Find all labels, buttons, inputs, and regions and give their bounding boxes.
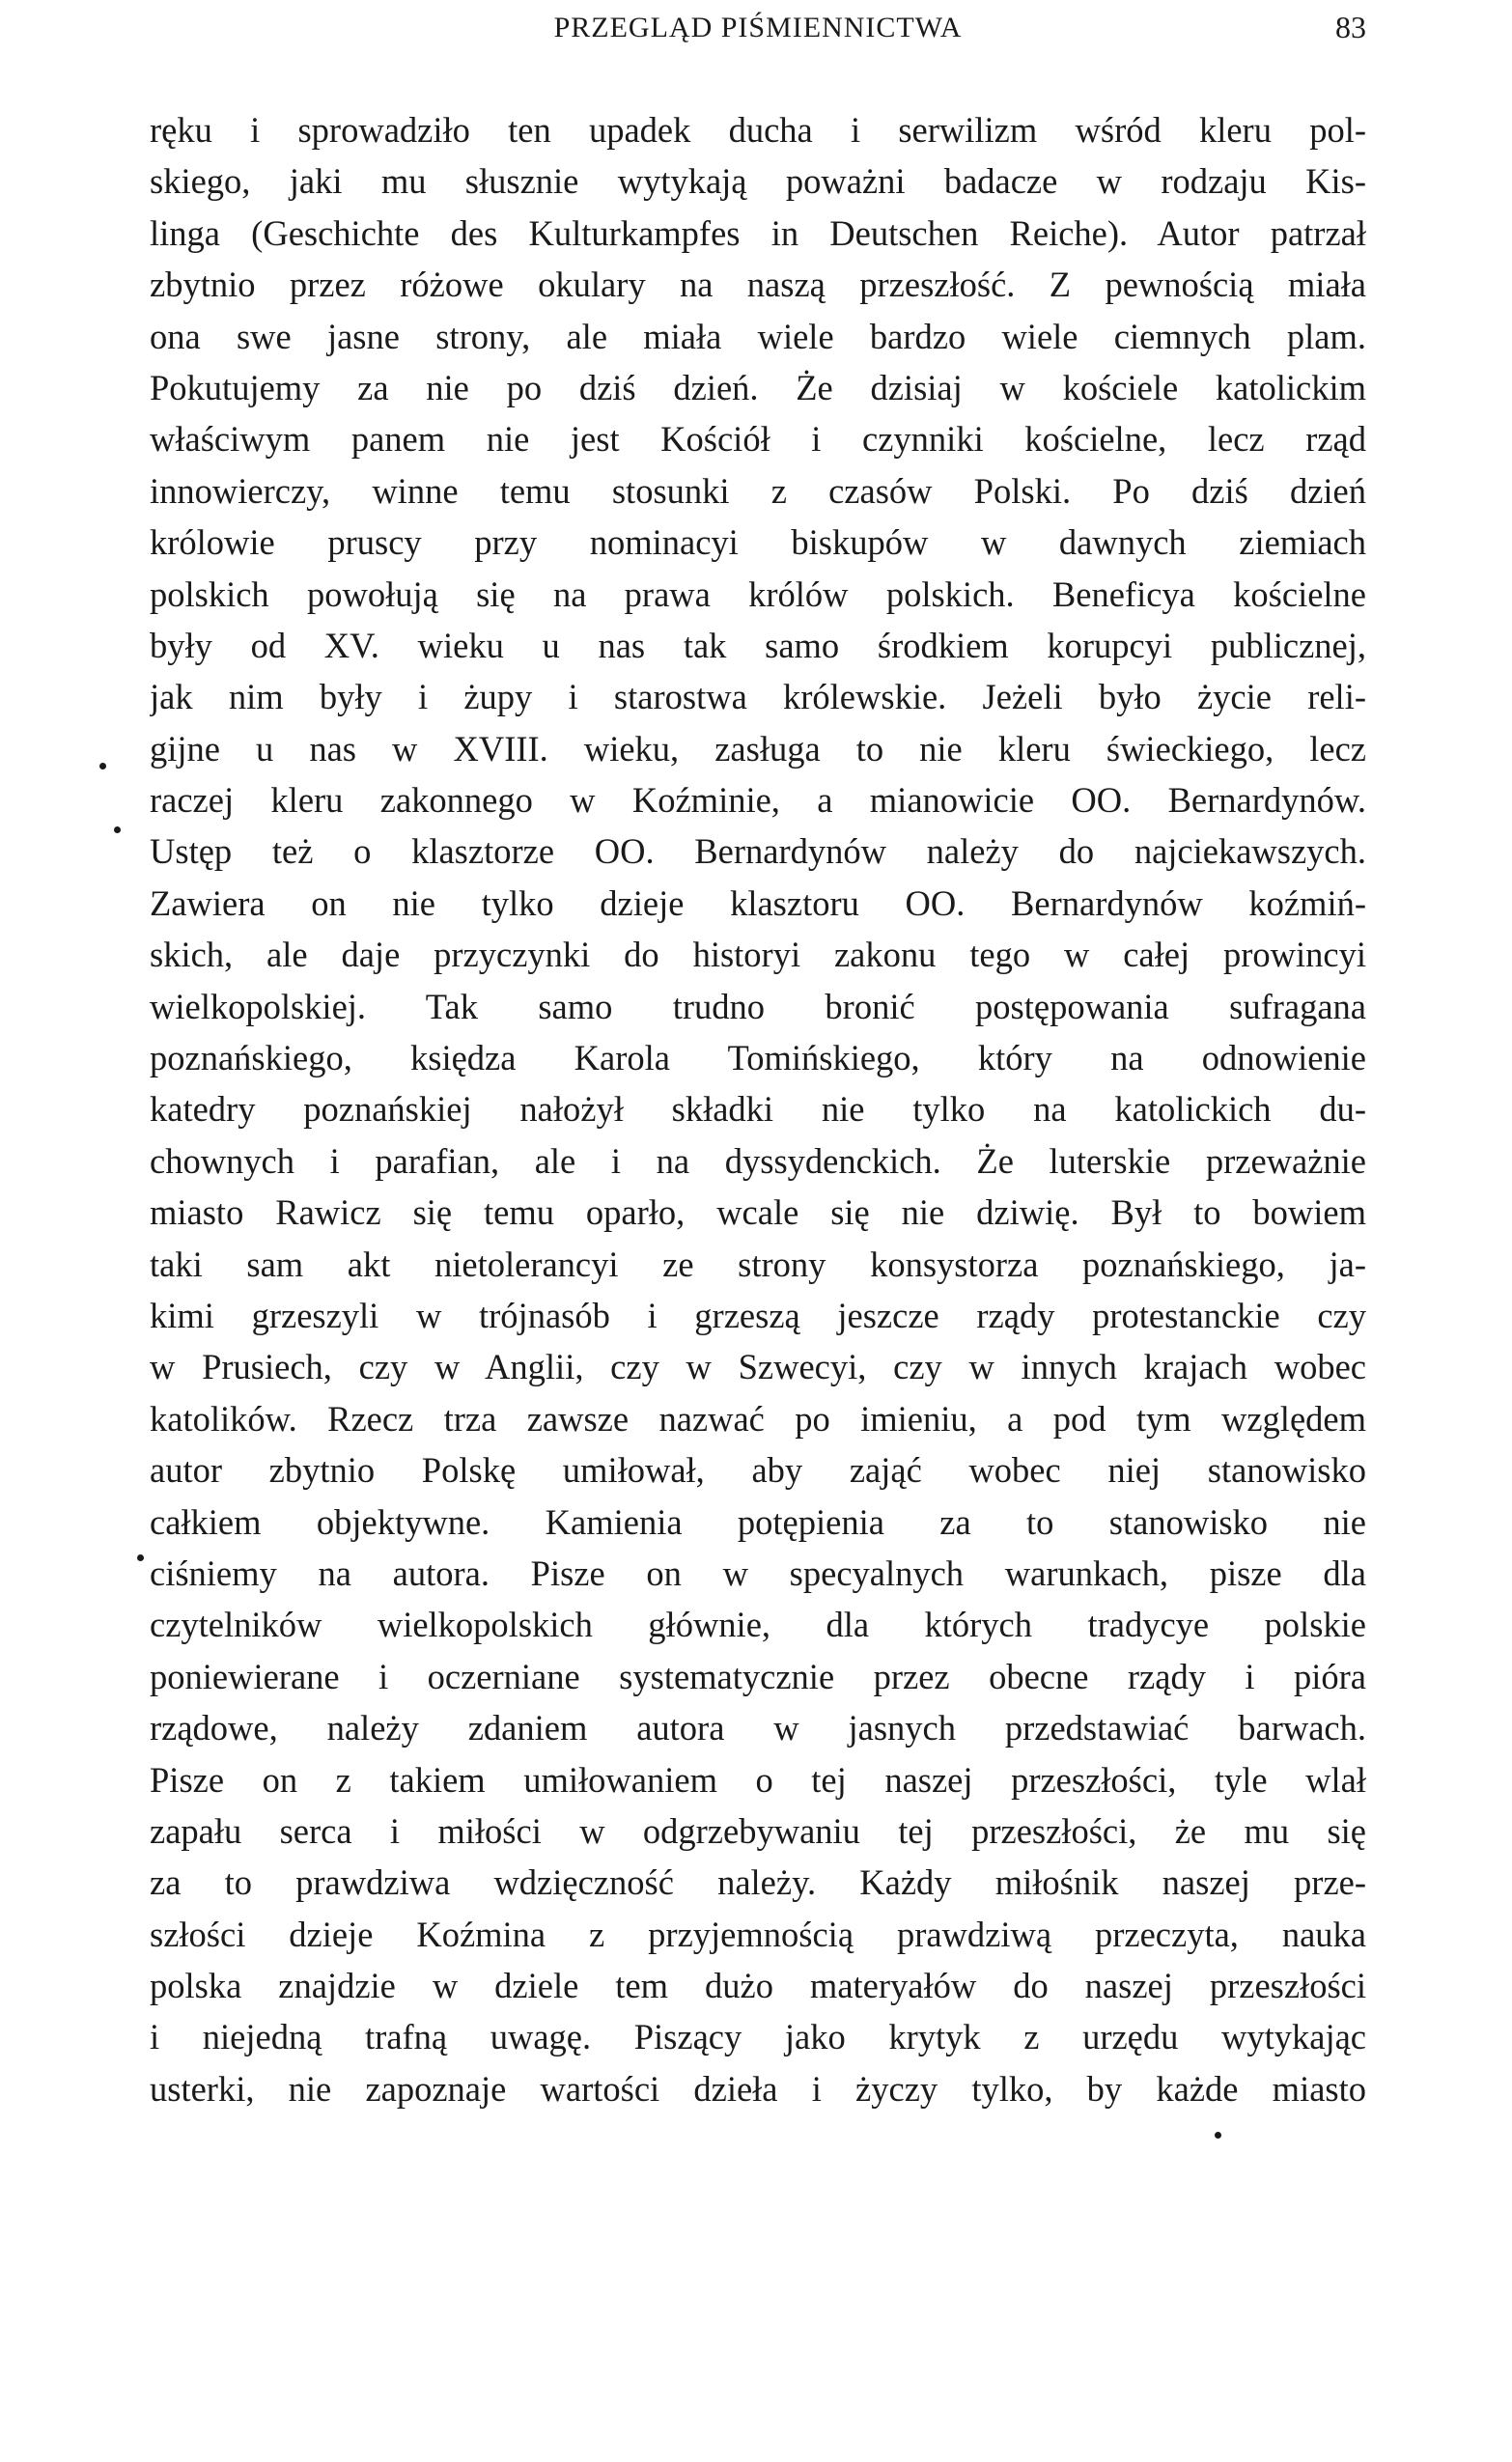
- text-line: linga (Geschichte des Kulturkampfes in Deutschen Reiche). Autor patrzał: [150, 212, 1366, 253]
- text-line: kimi grzeszyli w trójnasób i grzeszą jeszcze rządy protestanckie czy: [150, 1295, 1366, 1335]
- text-line: ciśniemy na autora. Pisze on w specyalnych warunkach, pisze dla: [150, 1553, 1366, 1593]
- text-line: usterki, nie zapoznaje wartości dzieła i życzy tylko, by każde miasto: [150, 2068, 1366, 2109]
- text-line: królowie pruscy przy nominacyi biskupów w dawnych ziemiach: [150, 522, 1366, 563]
- page-number: 83: [1335, 10, 1366, 44]
- text-line: zapału serca i miłości w odgrzebywaniu tej przeszłości, że mu się: [150, 1810, 1366, 1851]
- running-title: PRZEGLĄD PIŚMIENNICTWA: [553, 12, 963, 43]
- text-line: rządowe, należy zdaniem autora w jasnych przedstawiać barwach.: [150, 1708, 1366, 1749]
- text-line: polskich powołują się na prawa królów polskich. Beneficya kościelne: [150, 574, 1366, 614]
- text-line: właściwym panem nie jest Kościół i czynniki kościelne, lecz rząd: [150, 419, 1366, 460]
- text-line: szłości dzieje Koźmina z przyjemnością prawdziwą przeczyta, nauka: [150, 1914, 1366, 1954]
- text-line: katedry poznańskiej nałożył składki nie tylko na katolickich du-: [150, 1089, 1366, 1130]
- text-line: Pisze on z takiem umiłowaniem o tej naszej przeszłości, tyle wlał: [150, 1759, 1366, 1800]
- text-line: poznańskiego, księdza Karola Tomińskiego, który na odnowienie: [150, 1038, 1366, 1078]
- text-line: były od XV. wieku u nas tak samo środkiem korupcyi publicznej,: [150, 625, 1366, 665]
- text-line: ona swe jasne strony, ale miała wiele bardzo wiele ciemnych plam.: [150, 316, 1366, 356]
- text-line: innowierczy, winne temu stosunki z czasów Polski. Po dziś dzień: [150, 470, 1366, 511]
- text-line: polska znajdzie w dziele tem dużo materyałów do naszej przeszłości: [150, 1966, 1366, 2006]
- text-line: poniewierane i oczerniane systematycznie przez obecne rządy i pióra: [150, 1656, 1366, 1696]
- text-line: jak nim były i żupy i starostwa królewskie. Jeżeli było życie reli-: [150, 677, 1366, 717]
- text-line: Zawiera on nie tylko dzieje klasztoru OO. Bernardynów koźmiń-: [150, 882, 1366, 923]
- body-text: [150, 104, 1366, 2114]
- text-line: gijne u nas w XVIII. wieku, zasługa to nie kleru świeckiego, lecz: [150, 728, 1366, 769]
- text-line: katolików. Rzecz trza zawsze nazwać po imieniu, a pod tym względem: [150, 1398, 1366, 1439]
- text-line: skich, ale daje przyczynki do historyi zakonu tego w całej prowincyi: [150, 935, 1366, 975]
- margin-dot-mark: [114, 826, 121, 833]
- text-line: w Prusiech, czy w Anglii, czy w Szwecyi, czy w innych krajach wobec: [150, 1347, 1366, 1387]
- page-header: [150, 8, 1366, 50]
- text-line: wielkopolskiej. Tak samo trudno bronić postępowania sufragana: [150, 986, 1366, 1026]
- text-line: Ustęp też o klasztorze OO. Bernardynów należy do najciekawszych.: [150, 831, 1366, 872]
- text-line: skiego, jaki mu słusznie wytykają poważni badacze w rodzaju Kis-: [150, 161, 1366, 202]
- margin-dot-mark: [99, 763, 106, 769]
- text-line: miasto Rawicz się temu oparło, wcale się nie dziwię. Był to bowiem: [150, 1192, 1366, 1233]
- text-line: ręku i sprowadziło ten upadek ducha i serwilizm wśród kleru pol-: [150, 110, 1366, 150]
- text-line: i niejedną trafną uwagę. Piszący jako krytyk z urzędu wytykając: [150, 2017, 1366, 2057]
- text-line: autor zbytnio Polskę umiłował, aby zająć wobec niej stanowisko: [150, 1450, 1366, 1491]
- text-line: chownych i parafian, ale i na dyssydenckich. Że luterskie przeważnie: [150, 1140, 1366, 1181]
- text-line: zbytnio przez różowe okulary na naszą przeszłość. Z pewnością miała: [150, 265, 1366, 305]
- text-line: czytelników wielkopolskich głównie, dla których tradycye polskie: [150, 1605, 1366, 1645]
- text-line: Pokutujemy za nie po dziś dzień. Że dzisiaj w kościele katolickim: [150, 367, 1366, 407]
- text-line: raczej kleru zakonnego w Koźminie, a mianowicie OO. Bernardynów.: [150, 780, 1366, 821]
- margin-dot-mark: [1215, 2132, 1221, 2139]
- margin-dot-mark: [137, 1554, 144, 1561]
- text-line: za to prawdziwa wdzięczność należy. Każdy miłośnik naszej prze-: [150, 1862, 1366, 1903]
- text-line: całkiem objektywne. Kamienia potępienia za to stanowisko nie: [150, 1501, 1366, 1542]
- text-line: taki sam akt nietolerancyi ze strony konsystorza poznańskiego, ja-: [150, 1244, 1366, 1284]
